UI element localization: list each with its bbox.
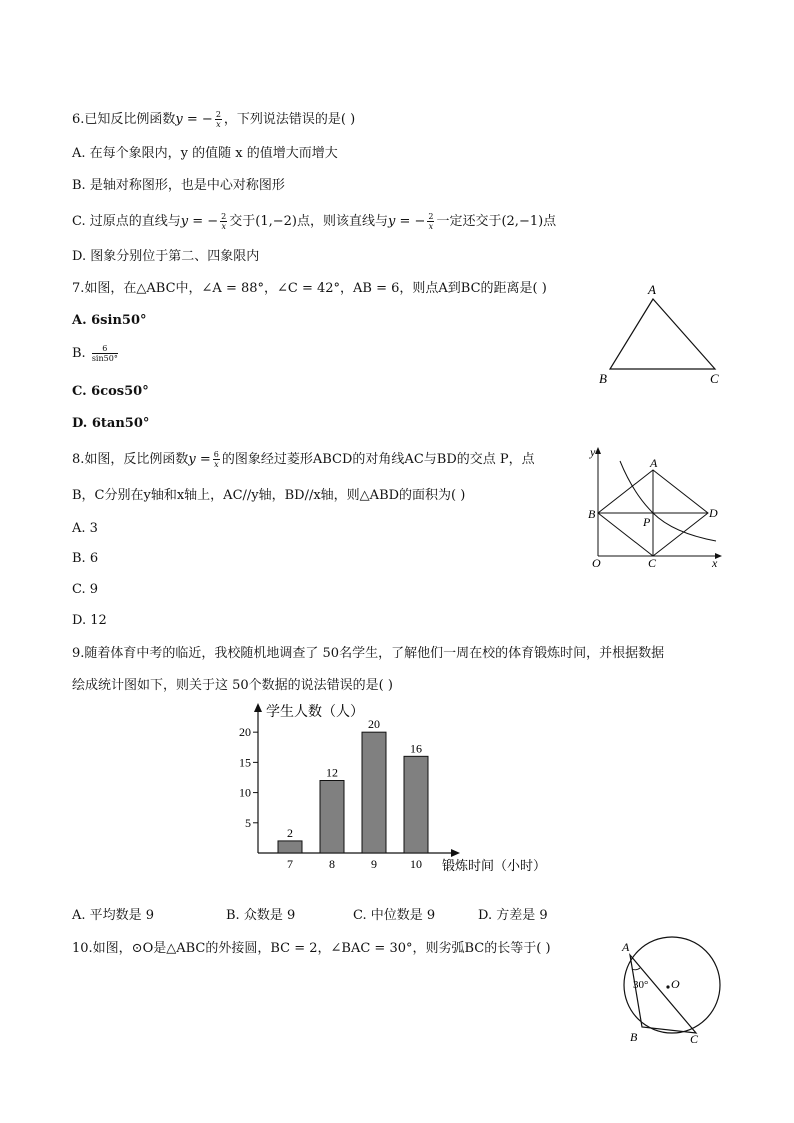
q8-option-a: A. 3 bbox=[72, 521, 98, 536]
point-label-p: P bbox=[643, 515, 651, 529]
x-tick-label: 10 bbox=[410, 857, 422, 871]
axis-label-x: x bbox=[712, 556, 718, 570]
bar-value-label: 2 bbox=[287, 825, 293, 840]
vertex-label-c: C bbox=[690, 1032, 699, 1046]
bar bbox=[320, 781, 344, 854]
bar bbox=[404, 756, 428, 853]
q6-option-a: A. 在每个象限内，y 的值随 x 的值增大而增大 bbox=[72, 146, 338, 161]
q8-option-b: B. 6 bbox=[72, 551, 99, 566]
fraction: $\frac{2}{x}$ bbox=[428, 212, 434, 231]
q7-triangle-figure bbox=[596, 280, 726, 390]
bar bbox=[362, 732, 386, 853]
q6-option-c: C. 过原点的直线与y = − $\frac{2}{x}$ 交于(1,−2)点，则该直线与y = − $\frac{2}{x}$ 一定还交于(2,−1)点 bbox=[72, 212, 557, 231]
q9-bar-chart bbox=[238, 700, 558, 875]
q9-stem-line1: 9.随着体育中考的临近，我校随机地调查了 50名学生，了解他们一周在校的体育锻炼时间，并根据数据 bbox=[72, 646, 665, 661]
x-tick-label: 7 bbox=[287, 857, 293, 871]
origin-label: O bbox=[592, 556, 601, 570]
q8-option-c: C. 9 bbox=[72, 582, 99, 597]
center-label-o: O bbox=[671, 977, 680, 991]
x-tick-label: 8 bbox=[329, 857, 335, 871]
q7-option-c: C. 6cos50° bbox=[72, 384, 149, 399]
vertex-label-c: C bbox=[648, 556, 657, 570]
q9-stem-line2: 绘成统计图如下，则关于这 50个数据的说法错误的是( ) bbox=[72, 678, 393, 693]
q7-option-a: A. 6sin50° bbox=[72, 313, 147, 328]
x-axis-arrow bbox=[451, 849, 460, 857]
x-axis-label: 锻炼时间（小时） bbox=[442, 858, 547, 873]
fraction: $\frac{2}{x}$ bbox=[215, 110, 221, 129]
vertex-label-d: D bbox=[709, 506, 718, 520]
q7-stem: 7.如图，在△ABC中，∠A = 88°，∠C = 42°，AB = 6，则点A到BC的距离是( ) bbox=[72, 281, 547, 296]
vertex-label-a: A bbox=[648, 282, 656, 297]
y-tick-label: 15 bbox=[239, 755, 251, 770]
angle-label: 30° bbox=[633, 979, 649, 991]
q7-option-b: B. $\frac{6}{\sin 50^\circ}$ bbox=[72, 344, 118, 363]
q7-option-d: D. 6tan50° bbox=[72, 416, 150, 431]
q6-option-b: B. 是轴对称图形，也是中心对称图形 bbox=[72, 178, 285, 193]
q8-option-d: D. 12 bbox=[72, 613, 107, 628]
bar-value-label: 20 bbox=[368, 717, 380, 732]
q9-option-a: A. 平均数是 9 bbox=[72, 908, 155, 923]
fraction: $\frac{6}{x}$ bbox=[213, 450, 219, 469]
x-tick-label: 9 bbox=[371, 857, 377, 871]
center-point bbox=[666, 985, 669, 988]
vertex-label-b: B bbox=[588, 507, 596, 521]
vertex-label-b: B bbox=[630, 1030, 638, 1044]
q9-option-d: D. 方差是 9 bbox=[478, 908, 548, 923]
vertex-label-a: A bbox=[622, 940, 630, 954]
bar bbox=[278, 841, 302, 853]
y-tick-label: 10 bbox=[239, 785, 251, 800]
fraction: $\frac{2}{x}$ bbox=[221, 212, 227, 231]
vertex-label-b: B bbox=[599, 371, 607, 386]
q10-circle-figure bbox=[610, 935, 740, 1045]
vertex-label-a: A bbox=[650, 456, 658, 470]
q8-stem-line2: B，C分别在y轴和x轴上，AC//y轴，BD//x轴，则△ABD的面积为( ) bbox=[72, 488, 466, 503]
q9-option-c: C. 中位数是 9 bbox=[353, 908, 436, 923]
y-axis-arrow bbox=[254, 703, 262, 712]
q6-stem: 6.已知反比例函数y = − $\frac{2}{x}$ ，下列说法错误的是( ) bbox=[72, 110, 356, 129]
q9-option-b: B. 众数是 9 bbox=[226, 908, 296, 923]
y-tick-label: 20 bbox=[239, 725, 251, 740]
q10-stem: 10.如图，⊙O是△ABC的外接圆，BC = 2，∠BAC = 30°，则劣弧BC的长等于( ) bbox=[72, 941, 551, 956]
y-tick-label: 5 bbox=[245, 815, 251, 830]
q8-rhombus-figure bbox=[588, 443, 728, 573]
q6-option-d: D. 图象分别位于第二、四象限内 bbox=[72, 249, 260, 264]
q8-stem-line1: 8.如图，反比例函数y = $\frac{6}{x}$ 的图象经过菱形ABCD的对角线AC与BD的交点 P，点 bbox=[72, 450, 535, 469]
fraction: $\frac{6}{\sin 50^\circ}$ bbox=[91, 344, 118, 363]
bar-value-label: 12 bbox=[326, 765, 338, 780]
axis-label-y: y bbox=[590, 445, 596, 459]
angle-arc bbox=[632, 968, 640, 970]
vertex-label-c: C bbox=[710, 371, 719, 386]
y-axis-label: 学生人数（人） bbox=[266, 705, 364, 720]
bar-value-label: 16 bbox=[410, 741, 422, 756]
